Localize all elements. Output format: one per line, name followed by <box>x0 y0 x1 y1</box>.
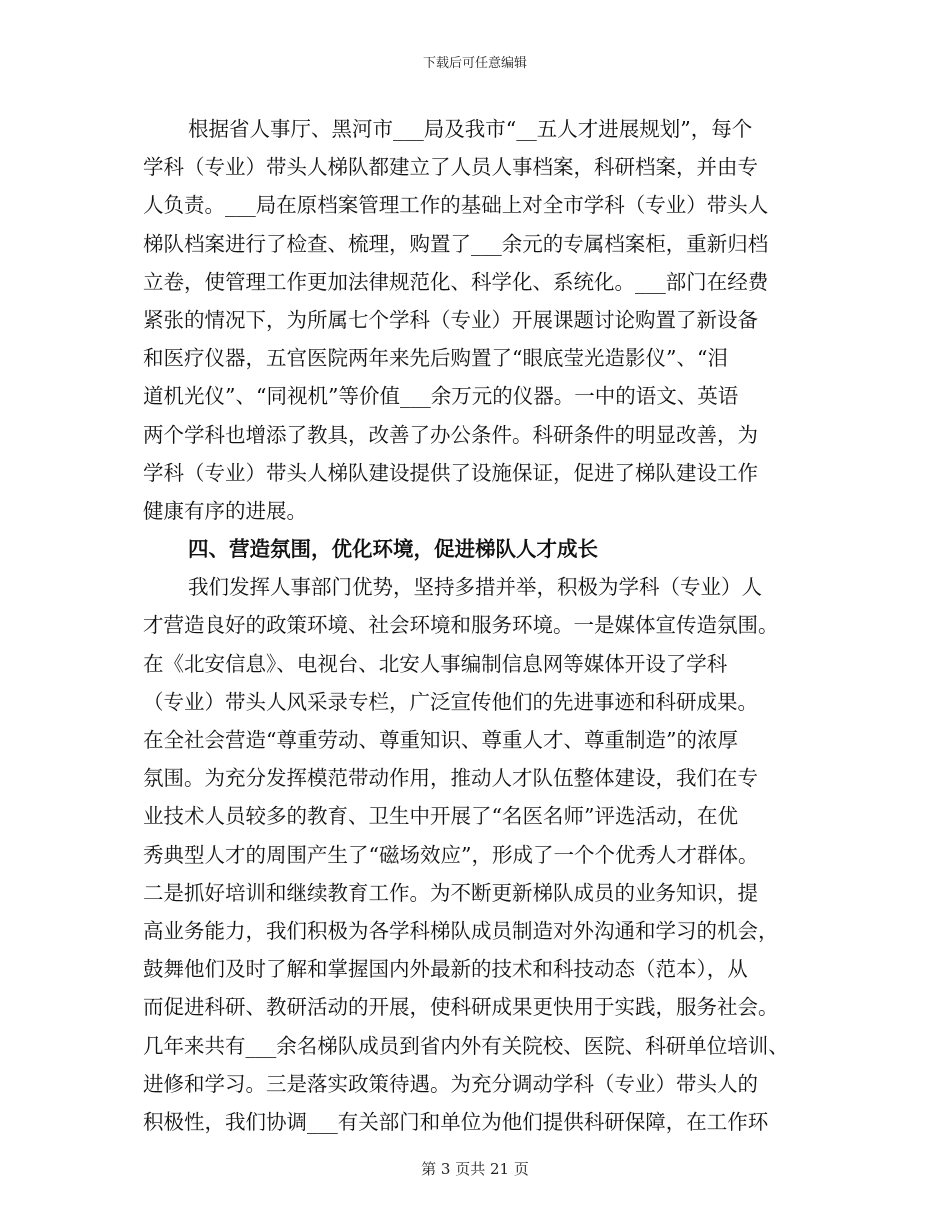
paragraph-line: 健康有序的进展。 <box>143 498 307 523</box>
paragraph-line: 我们发挥人事部门优势，坚持多措并举，积极为学科（专业）人 <box>188 575 762 600</box>
paragraph-line: 二是抓好培训和继续教育工作。为不断更新梯队成员的业务知识，提 <box>143 880 758 905</box>
paragraph-line: 学科（专业）带头人梯队都建立了人员人事档案，科研档案，并由专 <box>143 155 758 180</box>
page-header: 下载后可任意编辑 <box>422 56 527 71</box>
paragraph-line: 高业务能力，我们积极为各学科梯队成员制造对外沟通和学习的机会， <box>143 918 779 943</box>
paragraph-line: 人负责。___局在原档案管理工作的基础上对全市学科（专业）带头人 <box>143 193 769 218</box>
paragraph-line: 进修和学习。三是落实政策待遇。为充分调动学科（专业）带头人的 <box>143 1071 758 1096</box>
paragraph-line: 秀典型人才的周围产生了“磁场效应”，形成了一个个优秀人才群体。 <box>143 842 759 867</box>
paragraph-line: 积极性，我们协调___有关部门和单位为他们提供科研保障，在工作环 <box>143 1109 769 1134</box>
paragraph-line: 几年来共有___余名梯队成员到省内外有关院校、医院、科研单位培训、 <box>143 1033 789 1058</box>
paragraph-line: 在全社会营造“尊重劳动、尊重知识、尊重人才、尊重制造”的浓厚 <box>143 728 738 752</box>
paragraph-line: 氛围。为充分发挥模范带动作用，推动人才队伍整体建设，我们在专 <box>143 766 758 791</box>
paragraph-line: 立卷，使管理工作更加法律规范化、科学化、系统化。___部门在经费 <box>143 269 769 294</box>
paragraph-line: 道机光仪”、“同视机”等价值___余万元的仪器。一中的语文、英语 <box>143 384 739 409</box>
paragraph-line: 两个学科也增添了教具，改善了办公条件。科研条件的明显改善，为 <box>143 422 758 447</box>
paragraph-line: 在《北安信息》、电视台、北安人事编制信息网等媒体开设了学科 <box>143 651 728 676</box>
paragraph-line: 根据省人事厅、黑河市___局及我市“__五人才进展规划”，每个 <box>188 117 753 141</box>
paragraph-line: 鼓舞他们及时了解和掌握国内外最新的技术和科技动态（范本），从 <box>143 957 748 982</box>
paragraph-line: 和医疗仪器，五官医院两年来先后购置了“眼底莹光造影仪”、“泪 <box>143 346 728 371</box>
paragraph-line: （专业）带头人风采录专栏，广泛宣传他们的先进事迹和科研成果。 <box>143 689 758 714</box>
section-heading: 四、营造氛围，优化环境，促进梯队人才成长 <box>188 537 598 562</box>
paragraph-line: 学科（专业）带头人梯队建设提供了设施保证，促进了梯队建设工作 <box>143 460 758 485</box>
paragraph-line: 梯队档案进行了检查、梳理，购置了___余元的专属档案柜，重新归档 <box>143 231 769 256</box>
page-footer: 第 3 页共 21 页 <box>421 1160 529 1178</box>
paragraph-line: 紧张的情况下，为所属七个学科（专业）开展课题讨论购置了新设备 <box>143 307 758 332</box>
document-body <box>143 110 823 1141</box>
paragraph-line: 而促进科研、教研活动的开展，使科研成果更快用于实践，服务社会。 <box>143 995 779 1020</box>
paragraph-line: 才营造良好的政策环境、社会环境和服务环境。一是媒体宣传造氛围。 <box>143 613 779 638</box>
paragraph-line: 业技术人员较多的教育、卫生中开展了“名医名师”评选活动，在优 <box>143 804 738 829</box>
